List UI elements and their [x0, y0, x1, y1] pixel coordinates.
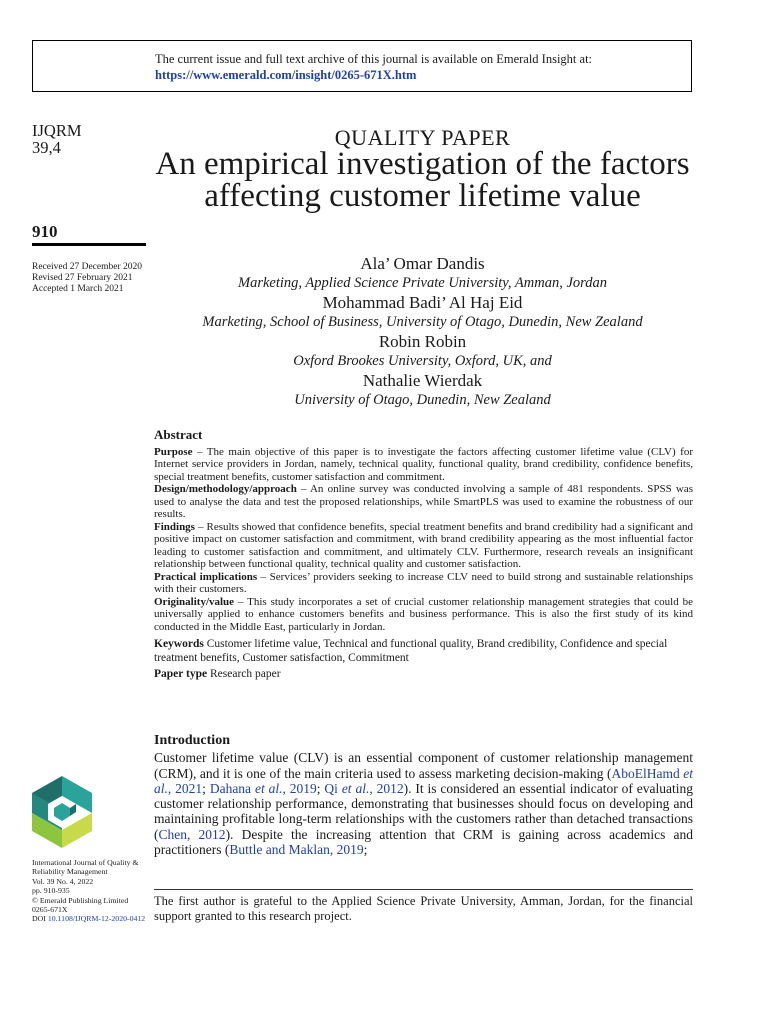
author-name: Robin Robin — [378, 332, 467, 351]
keywords — [154, 637, 693, 665]
author-affiliation: University of Otago, Dunedin, New Zealand — [294, 392, 551, 408]
introduction-heading: Introduction — [154, 733, 230, 748]
keywords-text: Customer lifetime value, Technical and functional quality, Brand credibility, Confidence and special treatment benefits, Customer satisfaction, Commitment — [154, 638, 668, 664]
abstract — [154, 429, 693, 681]
intro-text: ). Despite the increasing attention that CRM is gaining across academics and practitioners ( — [154, 826, 694, 858]
page-number: 910 — [32, 222, 58, 241]
received-date: Received 27 December 2020 — [32, 262, 142, 272]
paper-title: An empirical investigation of the factors affecting customer lifetime value — [155, 146, 690, 214]
paper-type-text: Research paper — [207, 668, 281, 680]
abstract-practical — [154, 571, 693, 596]
citation-link[interactable]: Dahana et al., 2019 — [209, 780, 317, 796]
journal-code — [32, 122, 82, 156]
archive-notice: The current issue and full text archive of this journal is available on Emerald Insight at: — [155, 52, 593, 66]
section-text: – An online survey was conducted involving a sample of 481 respondents. SPSS was used to analyse the data and test the proposed relationships, while SmartPLS was used to examine the robustness of our results. — [154, 483, 693, 520]
section-label: Design/methodology/approach — [154, 483, 297, 495]
section-label: Originality/value — [154, 595, 235, 608]
abstract-findings — [154, 521, 693, 571]
abstract-originality — [154, 596, 693, 634]
author-name: Nathalie Wierdak — [362, 371, 483, 390]
journal-pages: pp. 910-935 — [32, 886, 70, 896]
footnote: The first author is grateful to the Applied Science Private University, Amman, Jordan, for the financial support granted to this research project. — [154, 894, 693, 923]
journal-url-link[interactable]: https://www.emerald.com/insight/0265-671X.htm — [155, 68, 417, 82]
section-text: – This study incorporates a set of crucial customer relationship management strategies that could be universally applied to enhance customers benefits and business performance. This is also the first study of its kind conducted in the Middle East, particularly in Jordan. — [154, 595, 693, 633]
submission-dates — [32, 262, 142, 295]
author-list — [150, 254, 695, 410]
section-label: Practical implications — [154, 570, 258, 583]
journal-abbrev: IJQRM — [32, 121, 82, 140]
issn: 0265-671X — [32, 905, 68, 915]
citation-link[interactable]: Chen, 2012 — [158, 826, 226, 842]
abstract-heading: Abstract — [154, 427, 203, 442]
revised-date: Revised 27 February 2021 — [32, 273, 133, 283]
accepted-date: Accepted 1 March 2021 — [32, 284, 124, 294]
intro-text: ; — [316, 780, 325, 796]
header-box — [32, 40, 692, 92]
intro-text: ; — [202, 780, 210, 796]
journal-volume: Vol. 39 No. 4, 2022 — [32, 876, 94, 886]
section-label: Findings — [154, 520, 195, 533]
abstract-design — [154, 483, 693, 521]
paper-type-label: Paper type — [154, 668, 208, 680]
author-name: Mohammad Badi’ Al Haj Eid — [322, 293, 523, 312]
emerald-logo-icon — [30, 776, 94, 848]
section-text: – The main objective of this paper is to investigate the factors affecting customer lifetime value (CLV) for Internet service providers in Jordan, namely, technical quality, functional quality, brand credibility, confidence benefits, special treatment benefits, customer satisfaction and commitment. — [154, 445, 693, 483]
journal-info — [32, 858, 147, 924]
page-rule — [32, 243, 146, 246]
introduction-paragraph — [154, 750, 693, 857]
doi-link[interactable]: 10.1108/IJQRM-12-2020-0412 — [47, 914, 146, 924]
author-name: Ala’ Omar Dandis — [360, 254, 485, 273]
author-affiliation: Marketing, Applied Science Private University, Amman, Jordan — [238, 275, 607, 291]
intro-text: Customer lifetime value (CLV) is an essential component of customer relationship management (CRM), and it is one of the main criteria used to assess marketing decision-making ( — [154, 750, 693, 781]
volume-issue: 39,4 — [32, 138, 61, 157]
abstract-purpose — [154, 446, 693, 484]
paper-category: QUALITY PAPER — [334, 125, 511, 150]
paper-type — [154, 667, 693, 681]
keywords-label: Keywords — [154, 638, 204, 650]
introduction — [154, 733, 693, 857]
section-text: – Results showed that confidence benefits, special treatment benefits and brand credibility had a significant and positive impact on customer satisfaction and commitment, with brand credibility appearing as the most influential factor leading to customer satisfaction and commitment, and ultimately CLV. Furthermore, research reveals an insignificant relationship between functional quality, technical quality and customer satisfaction. — [154, 520, 693, 570]
citation-link[interactable]: AboElHamd et al., 2021 — [154, 765, 693, 796]
publisher: © Emerald Publishing Limited — [32, 895, 129, 905]
citation-link[interactable]: Buttle and Maklan, 2019 — [229, 842, 364, 858]
section-label: Purpose — [154, 445, 193, 458]
author-affiliation: Marketing, School of Business, University of Otago, Dunedin, New Zealand — [202, 314, 643, 330]
citation-link[interactable]: Qi et al., 2012 — [324, 780, 404, 796]
journal-name: International Journal of Quality & Reliability Management — [32, 858, 139, 877]
doi-line — [32, 914, 147, 923]
intro-text: ; — [363, 842, 368, 858]
footnote-rule — [154, 889, 693, 890]
section-text: – Services’ providers seeking to increase CLV need to build strong and sustainable relationships with their customers. — [154, 570, 694, 595]
doi-label: DOI — [32, 914, 48, 924]
author-affiliation: Oxford Brookes University, Oxford, UK, and — [293, 353, 552, 369]
intro-text: ). It is considered an essential indicator of evaluating customer relationship performance, demonstrating that businesses should focus on developing and maintaining profitable long-term relationships with the customers rather than detached transactions ( — [154, 780, 694, 842]
